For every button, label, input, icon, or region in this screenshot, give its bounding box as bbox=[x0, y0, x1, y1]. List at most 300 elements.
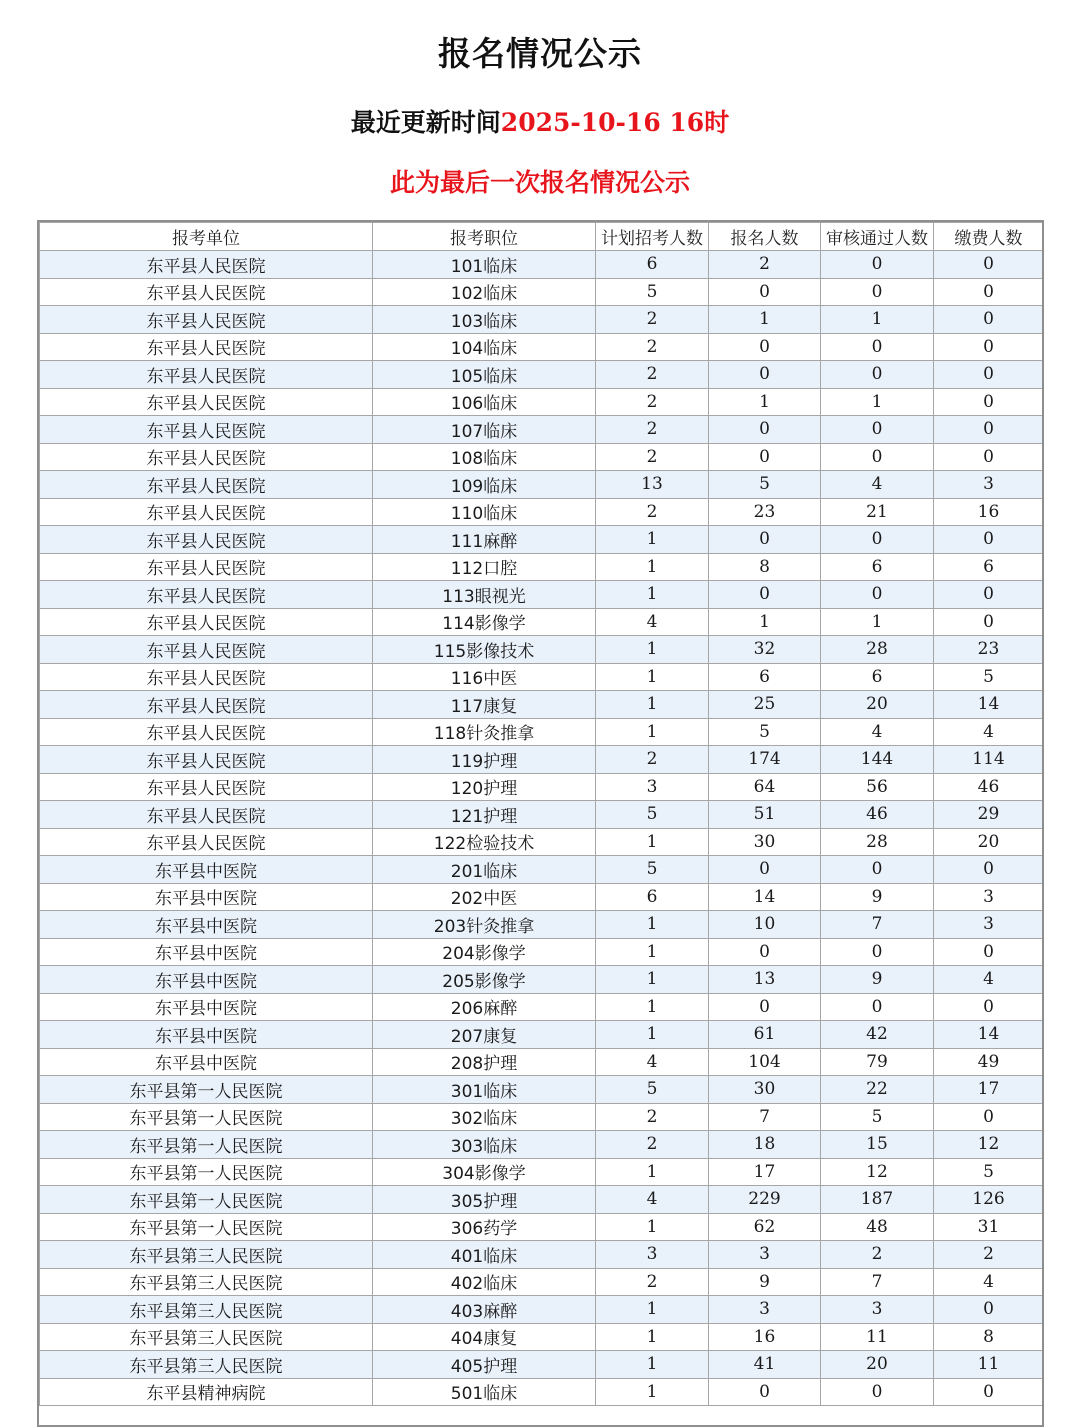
cell-approved: 0 bbox=[821, 581, 934, 609]
cell-approved: 6 bbox=[821, 663, 934, 691]
cell-registered: 9 bbox=[709, 1268, 821, 1296]
cell-paid: 3 bbox=[934, 911, 1044, 939]
cell-position: 114影像学 bbox=[373, 608, 596, 636]
cell-planned: 2 bbox=[596, 498, 709, 526]
cell-planned: 1 bbox=[596, 993, 709, 1021]
table-body bbox=[40, 251, 1044, 1406]
table-row bbox=[40, 1323, 1044, 1351]
cell-registered: 1 bbox=[709, 388, 821, 416]
cell-paid: 31 bbox=[934, 1213, 1044, 1241]
cell-unit: 东平县第三人民医院 bbox=[40, 1296, 373, 1324]
cell-registered: 16 bbox=[709, 1323, 821, 1351]
cell-position: 106临床 bbox=[373, 388, 596, 416]
table-row bbox=[40, 1103, 1044, 1131]
update-time-value: 2025-10-16 16时 bbox=[500, 108, 730, 137]
cell-registered: 8 bbox=[709, 553, 821, 581]
cell-position: 120护理 bbox=[373, 773, 596, 801]
cell-approved: 0 bbox=[821, 278, 934, 306]
cell-registered: 2 bbox=[709, 251, 821, 279]
cell-planned: 2 bbox=[596, 1131, 709, 1159]
table-row bbox=[40, 471, 1044, 499]
table-row bbox=[40, 526, 1044, 554]
cell-registered: 32 bbox=[709, 636, 821, 664]
cell-approved: 1 bbox=[821, 608, 934, 636]
table-row bbox=[40, 911, 1044, 939]
cell-unit: 东平县中医院 bbox=[40, 856, 373, 884]
cell-registered: 229 bbox=[709, 1186, 821, 1214]
table-row bbox=[40, 306, 1044, 334]
cell-planned: 4 bbox=[596, 1048, 709, 1076]
cell-planned: 1 bbox=[596, 1351, 709, 1379]
cell-paid: 0 bbox=[934, 306, 1044, 334]
cell-registered: 0 bbox=[709, 1378, 821, 1406]
cell-unit: 东平县第三人民医院 bbox=[40, 1268, 373, 1296]
cell-unit: 东平县第三人民医院 bbox=[40, 1241, 373, 1269]
cell-unit: 东平县人民医院 bbox=[40, 581, 373, 609]
table-row bbox=[40, 1186, 1044, 1214]
cell-position: 116中医 bbox=[373, 663, 596, 691]
cell-paid: 0 bbox=[934, 416, 1044, 444]
cell-unit: 东平县人民医院 bbox=[40, 828, 373, 856]
cell-registered: 0 bbox=[709, 333, 821, 361]
cell-unit: 东平县人民医院 bbox=[40, 388, 373, 416]
cell-unit: 东平县人民医院 bbox=[40, 608, 373, 636]
table-row bbox=[40, 1076, 1044, 1104]
table-row bbox=[40, 966, 1044, 994]
cell-unit: 东平县第一人民医院 bbox=[40, 1131, 373, 1159]
cell-registered: 41 bbox=[709, 1351, 821, 1379]
cell-registered: 64 bbox=[709, 773, 821, 801]
cell-paid: 5 bbox=[934, 1158, 1044, 1186]
cell-registered: 62 bbox=[709, 1213, 821, 1241]
cell-approved: 7 bbox=[821, 1268, 934, 1296]
cell-planned: 6 bbox=[596, 883, 709, 911]
cell-paid: 0 bbox=[934, 938, 1044, 966]
table-row bbox=[40, 663, 1044, 691]
cell-approved: 0 bbox=[821, 333, 934, 361]
cell-approved: 22 bbox=[821, 1076, 934, 1104]
cell-unit: 东平县人民医院 bbox=[40, 553, 373, 581]
cell-unit: 东平县中医院 bbox=[40, 966, 373, 994]
cell-registered: 0 bbox=[709, 361, 821, 389]
cell-position: 305护理 bbox=[373, 1186, 596, 1214]
cell-position: 206麻醉 bbox=[373, 993, 596, 1021]
cell-planned: 1 bbox=[596, 1378, 709, 1406]
cell-planned: 6 bbox=[596, 251, 709, 279]
cell-planned: 4 bbox=[596, 608, 709, 636]
cell-unit: 东平县中医院 bbox=[40, 938, 373, 966]
cell-position: 108临床 bbox=[373, 443, 596, 471]
cell-approved: 0 bbox=[821, 1378, 934, 1406]
cell-unit: 东平县精神病院 bbox=[40, 1378, 373, 1406]
cell-approved: 7 bbox=[821, 911, 934, 939]
cell-paid: 3 bbox=[934, 883, 1044, 911]
cell-unit: 东平县人民医院 bbox=[40, 361, 373, 389]
cell-position: 117康复 bbox=[373, 691, 596, 719]
header-approved: 审核通过人数 bbox=[821, 223, 934, 251]
cell-planned: 1 bbox=[596, 1021, 709, 1049]
cell-approved: 0 bbox=[821, 856, 934, 884]
cell-approved: 0 bbox=[821, 443, 934, 471]
cell-unit: 东平县人民医院 bbox=[40, 416, 373, 444]
table-row bbox=[40, 828, 1044, 856]
table-row bbox=[40, 388, 1044, 416]
cell-approved: 0 bbox=[821, 526, 934, 554]
table-row bbox=[40, 801, 1044, 829]
cell-approved: 1 bbox=[821, 388, 934, 416]
table-row bbox=[40, 1241, 1044, 1269]
cell-position: 112口腔 bbox=[373, 553, 596, 581]
cell-unit: 东平县人民医院 bbox=[40, 636, 373, 664]
cell-unit: 东平县人民医院 bbox=[40, 443, 373, 471]
cell-paid: 0 bbox=[934, 361, 1044, 389]
table-row bbox=[40, 1351, 1044, 1379]
cell-planned: 13 bbox=[596, 471, 709, 499]
cell-unit: 东平县人民医院 bbox=[40, 471, 373, 499]
update-time-label: 最近更新时间 bbox=[350, 108, 501, 137]
cell-position: 119护理 bbox=[373, 746, 596, 774]
cell-approved: 21 bbox=[821, 498, 934, 526]
cell-position: 109临床 bbox=[373, 471, 596, 499]
cell-unit: 东平县第一人民医院 bbox=[40, 1186, 373, 1214]
cell-approved: 42 bbox=[821, 1021, 934, 1049]
cell-approved: 20 bbox=[821, 691, 934, 719]
cell-registered: 6 bbox=[709, 663, 821, 691]
cell-paid: 3 bbox=[934, 471, 1044, 499]
cell-paid: 23 bbox=[934, 636, 1044, 664]
cell-planned: 1 bbox=[596, 636, 709, 664]
cell-paid: 4 bbox=[934, 1268, 1044, 1296]
cell-unit: 东平县人民医院 bbox=[40, 773, 373, 801]
cell-paid: 0 bbox=[934, 443, 1044, 471]
cell-planned: 2 bbox=[596, 746, 709, 774]
cell-unit: 东平县中医院 bbox=[40, 1048, 373, 1076]
table-row bbox=[40, 333, 1044, 361]
cell-planned: 3 bbox=[596, 773, 709, 801]
table-header-row bbox=[40, 223, 1044, 251]
cell-planned: 5 bbox=[596, 856, 709, 884]
cell-registered: 17 bbox=[709, 1158, 821, 1186]
cell-approved: 28 bbox=[821, 828, 934, 856]
cell-registered: 25 bbox=[709, 691, 821, 719]
cell-planned: 1 bbox=[596, 553, 709, 581]
cell-unit: 东平县人民医院 bbox=[40, 278, 373, 306]
cell-position: 122检验技术 bbox=[373, 828, 596, 856]
cell-planned: 3 bbox=[596, 1241, 709, 1269]
cell-paid: 0 bbox=[934, 856, 1044, 884]
cell-position: 104临床 bbox=[373, 333, 596, 361]
cell-unit: 东平县中医院 bbox=[40, 883, 373, 911]
cell-unit: 东平县第一人民医院 bbox=[40, 1213, 373, 1241]
cell-paid: 0 bbox=[934, 333, 1044, 361]
cell-paid: 0 bbox=[934, 278, 1044, 306]
cell-planned: 1 bbox=[596, 1213, 709, 1241]
cell-planned: 2 bbox=[596, 1103, 709, 1131]
cell-registered: 1 bbox=[709, 306, 821, 334]
cell-paid: 0 bbox=[934, 1378, 1044, 1406]
cell-registered: 0 bbox=[709, 581, 821, 609]
cell-position: 207康复 bbox=[373, 1021, 596, 1049]
cell-registered: 14 bbox=[709, 883, 821, 911]
cell-registered: 7 bbox=[709, 1103, 821, 1131]
cell-position: 306药学 bbox=[373, 1213, 596, 1241]
cell-planned: 2 bbox=[596, 333, 709, 361]
cell-unit: 东平县人民医院 bbox=[40, 306, 373, 334]
cell-paid: 0 bbox=[934, 1296, 1044, 1324]
table-row bbox=[40, 581, 1044, 609]
cell-registered: 0 bbox=[709, 526, 821, 554]
cell-unit: 东平县中医院 bbox=[40, 911, 373, 939]
cell-planned: 2 bbox=[596, 416, 709, 444]
cell-planned: 1 bbox=[596, 691, 709, 719]
registration-table-container bbox=[37, 220, 1044, 1427]
cell-planned: 5 bbox=[596, 278, 709, 306]
cell-paid: 11 bbox=[934, 1351, 1044, 1379]
cell-registered: 174 bbox=[709, 746, 821, 774]
table-row bbox=[40, 993, 1044, 1021]
cell-planned: 1 bbox=[596, 966, 709, 994]
cell-approved: 0 bbox=[821, 251, 934, 279]
cell-registered: 51 bbox=[709, 801, 821, 829]
cell-unit: 东平县人民医院 bbox=[40, 746, 373, 774]
table-row bbox=[40, 1048, 1044, 1076]
cell-position: 102临床 bbox=[373, 278, 596, 306]
cell-planned: 1 bbox=[596, 663, 709, 691]
cell-position: 401临床 bbox=[373, 1241, 596, 1269]
header-planned: 计划招考人数 bbox=[596, 223, 709, 251]
cell-approved: 20 bbox=[821, 1351, 934, 1379]
cell-approved: 48 bbox=[821, 1213, 934, 1241]
cell-approved: 144 bbox=[821, 746, 934, 774]
cell-planned: 1 bbox=[596, 828, 709, 856]
table-row bbox=[40, 1158, 1044, 1186]
cell-approved: 0 bbox=[821, 993, 934, 1021]
cell-position: 113眼视光 bbox=[373, 581, 596, 609]
page-title: 报名情况公示 bbox=[438, 34, 642, 73]
cell-unit: 东平县第一人民医院 bbox=[40, 1076, 373, 1104]
cell-unit: 东平县人民医院 bbox=[40, 718, 373, 746]
cell-unit: 东平县第一人民医院 bbox=[40, 1158, 373, 1186]
table-row bbox=[40, 608, 1044, 636]
cell-paid: 0 bbox=[934, 526, 1044, 554]
cell-paid: 12 bbox=[934, 1131, 1044, 1159]
cell-position: 110临床 bbox=[373, 498, 596, 526]
cell-unit: 东平县第一人民医院 bbox=[40, 1103, 373, 1131]
cell-position: 301临床 bbox=[373, 1076, 596, 1104]
cell-position: 201临床 bbox=[373, 856, 596, 884]
table-row bbox=[40, 498, 1044, 526]
cell-planned: 1 bbox=[596, 911, 709, 939]
cell-approved: 187 bbox=[821, 1186, 934, 1214]
cell-unit: 东平县中医院 bbox=[40, 1021, 373, 1049]
cell-registered: 30 bbox=[709, 828, 821, 856]
table-row bbox=[40, 773, 1044, 801]
cell-approved: 0 bbox=[821, 416, 934, 444]
cell-unit: 东平县人民医院 bbox=[40, 526, 373, 554]
cell-paid: 20 bbox=[934, 828, 1044, 856]
cell-planned: 5 bbox=[596, 801, 709, 829]
cell-unit: 东平县人民医院 bbox=[40, 663, 373, 691]
update-time-line bbox=[0, 103, 1080, 139]
cell-planned: 1 bbox=[596, 1323, 709, 1351]
cell-position: 105临床 bbox=[373, 361, 596, 389]
cell-planned: 1 bbox=[596, 1158, 709, 1186]
final-notice: 此为最后一次报名情况公示 bbox=[389, 168, 690, 197]
cell-registered: 0 bbox=[709, 938, 821, 966]
cell-position: 402临床 bbox=[373, 1268, 596, 1296]
cell-position: 115影像技术 bbox=[373, 636, 596, 664]
cell-unit: 东平县人民医院 bbox=[40, 333, 373, 361]
table-row bbox=[40, 691, 1044, 719]
cell-registered: 18 bbox=[709, 1131, 821, 1159]
cell-paid: 4 bbox=[934, 966, 1044, 994]
header-position: 报考职位 bbox=[373, 223, 596, 251]
table-row bbox=[40, 1213, 1044, 1241]
cell-position: 111麻醉 bbox=[373, 526, 596, 554]
cell-paid: 0 bbox=[934, 251, 1044, 279]
cell-approved: 9 bbox=[821, 966, 934, 994]
cell-planned: 2 bbox=[596, 1268, 709, 1296]
cell-unit: 东平县人民医院 bbox=[40, 251, 373, 279]
cell-registered: 0 bbox=[709, 856, 821, 884]
cell-planned: 2 bbox=[596, 306, 709, 334]
table-row bbox=[40, 1378, 1044, 1406]
table-row bbox=[40, 443, 1044, 471]
cell-registered: 10 bbox=[709, 911, 821, 939]
cell-approved: 9 bbox=[821, 883, 934, 911]
table-row bbox=[40, 718, 1044, 746]
cell-paid: 49 bbox=[934, 1048, 1044, 1076]
cell-approved: 56 bbox=[821, 773, 934, 801]
table-row bbox=[40, 251, 1044, 279]
cell-paid: 14 bbox=[934, 1021, 1044, 1049]
cell-position: 202中医 bbox=[373, 883, 596, 911]
cell-approved: 1 bbox=[821, 306, 934, 334]
cell-registered: 5 bbox=[709, 718, 821, 746]
cell-registered: 3 bbox=[709, 1241, 821, 1269]
cell-paid: 0 bbox=[934, 388, 1044, 416]
cell-approved: 12 bbox=[821, 1158, 934, 1186]
cell-position: 404康复 bbox=[373, 1323, 596, 1351]
cell-paid: 114 bbox=[934, 746, 1044, 774]
cell-approved: 4 bbox=[821, 718, 934, 746]
cell-approved: 6 bbox=[821, 553, 934, 581]
cell-planned: 1 bbox=[596, 718, 709, 746]
cell-registered: 30 bbox=[709, 1076, 821, 1104]
cell-approved: 28 bbox=[821, 636, 934, 664]
cell-paid: 8 bbox=[934, 1323, 1044, 1351]
cell-unit: 东平县人民医院 bbox=[40, 498, 373, 526]
cell-position: 205影像学 bbox=[373, 966, 596, 994]
cell-approved: 0 bbox=[821, 938, 934, 966]
cell-position: 304影像学 bbox=[373, 1158, 596, 1186]
cell-approved: 4 bbox=[821, 471, 934, 499]
cell-unit: 东平县中医院 bbox=[40, 993, 373, 1021]
cell-paid: 0 bbox=[934, 581, 1044, 609]
cell-position: 303临床 bbox=[373, 1131, 596, 1159]
cell-registered: 0 bbox=[709, 416, 821, 444]
cell-paid: 5 bbox=[934, 663, 1044, 691]
table-row bbox=[40, 856, 1044, 884]
cell-planned: 2 bbox=[596, 388, 709, 416]
cell-approved: 79 bbox=[821, 1048, 934, 1076]
table-row bbox=[40, 553, 1044, 581]
cell-approved: 11 bbox=[821, 1323, 934, 1351]
cell-paid: 0 bbox=[934, 993, 1044, 1021]
cell-registered: 5 bbox=[709, 471, 821, 499]
cell-paid: 6 bbox=[934, 553, 1044, 581]
cell-registered: 61 bbox=[709, 1021, 821, 1049]
cell-planned: 1 bbox=[596, 526, 709, 554]
cell-position: 203针灸推拿 bbox=[373, 911, 596, 939]
cell-paid: 0 bbox=[934, 608, 1044, 636]
cell-position: 501临床 bbox=[373, 1378, 596, 1406]
cell-paid: 0 bbox=[934, 1103, 1044, 1131]
cell-unit: 东平县第三人民医院 bbox=[40, 1351, 373, 1379]
cell-unit: 东平县第三人民医院 bbox=[40, 1323, 373, 1351]
table-row bbox=[40, 636, 1044, 664]
cell-position: 103临床 bbox=[373, 306, 596, 334]
cell-position: 403麻醉 bbox=[373, 1296, 596, 1324]
table-row bbox=[40, 361, 1044, 389]
cell-position: 302临床 bbox=[373, 1103, 596, 1131]
cell-position: 101临床 bbox=[373, 251, 596, 279]
cell-approved: 3 bbox=[821, 1296, 934, 1324]
cell-planned: 5 bbox=[596, 1076, 709, 1104]
cell-position: 121护理 bbox=[373, 801, 596, 829]
cell-registered: 0 bbox=[709, 993, 821, 1021]
table-row bbox=[40, 1268, 1044, 1296]
table-row bbox=[40, 1131, 1044, 1159]
cell-paid: 46 bbox=[934, 773, 1044, 801]
cell-registered: 13 bbox=[709, 966, 821, 994]
table-row bbox=[40, 883, 1044, 911]
cell-planned: 1 bbox=[596, 938, 709, 966]
cell-registered: 3 bbox=[709, 1296, 821, 1324]
cell-position: 204影像学 bbox=[373, 938, 596, 966]
cell-planned: 1 bbox=[596, 1296, 709, 1324]
cell-registered: 23 bbox=[709, 498, 821, 526]
cell-registered: 0 bbox=[709, 443, 821, 471]
table-row bbox=[40, 1021, 1044, 1049]
cell-paid: 29 bbox=[934, 801, 1044, 829]
cell-paid: 14 bbox=[934, 691, 1044, 719]
cell-paid: 2 bbox=[934, 1241, 1044, 1269]
cell-registered: 0 bbox=[709, 278, 821, 306]
table-row bbox=[40, 1296, 1044, 1324]
cell-registered: 104 bbox=[709, 1048, 821, 1076]
cell-position: 208护理 bbox=[373, 1048, 596, 1076]
cell-approved: 46 bbox=[821, 801, 934, 829]
cell-position: 107临床 bbox=[373, 416, 596, 444]
cell-paid: 126 bbox=[934, 1186, 1044, 1214]
cell-paid: 16 bbox=[934, 498, 1044, 526]
table-row bbox=[40, 278, 1044, 306]
header-registered: 报名人数 bbox=[709, 223, 821, 251]
cell-planned: 1 bbox=[596, 581, 709, 609]
table-row bbox=[40, 938, 1044, 966]
cell-planned: 2 bbox=[596, 443, 709, 471]
table-row bbox=[40, 416, 1044, 444]
cell-paid: 17 bbox=[934, 1076, 1044, 1104]
cell-registered: 1 bbox=[709, 608, 821, 636]
cell-paid: 4 bbox=[934, 718, 1044, 746]
header-unit: 报考单位 bbox=[40, 223, 373, 251]
cell-planned: 2 bbox=[596, 361, 709, 389]
cell-approved: 2 bbox=[821, 1241, 934, 1269]
cell-position: 405护理 bbox=[373, 1351, 596, 1379]
registration-table bbox=[39, 222, 1044, 1406]
